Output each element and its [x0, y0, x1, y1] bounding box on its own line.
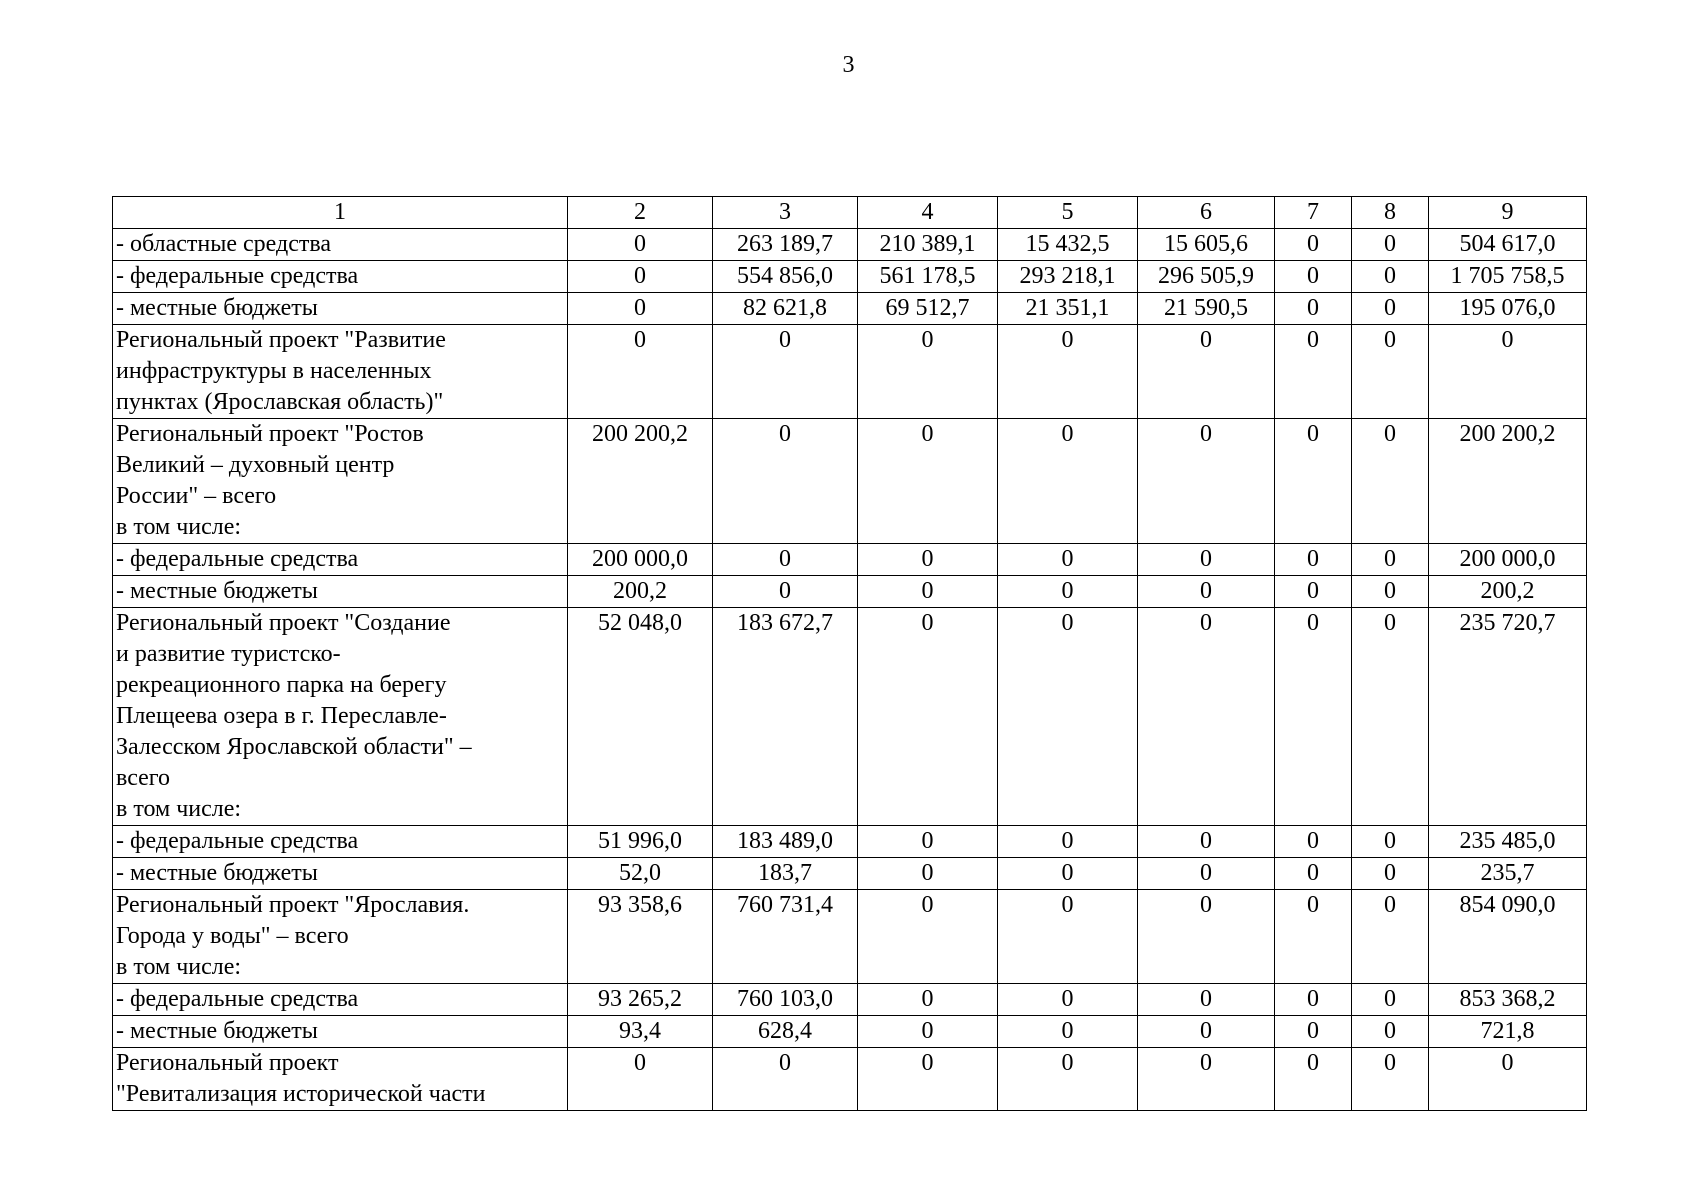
- row-label: - местные бюджеты: [113, 858, 568, 890]
- row-label: - местные бюджеты: [113, 293, 568, 325]
- value-cell: 0: [713, 544, 858, 576]
- value-cell: 0: [998, 858, 1138, 890]
- value-cell: 0: [1275, 544, 1352, 576]
- value-cell: 0: [1138, 544, 1275, 576]
- row-label: Региональный проект "Развитие инфраструктуры в населенных пунктах (Ярославская область)": [113, 325, 568, 419]
- value-cell: 0: [1138, 1048, 1275, 1111]
- value-cell: 0: [713, 576, 858, 608]
- value-cell: 1 705 758,5: [1429, 261, 1587, 293]
- header-cell: 1: [113, 197, 568, 229]
- value-cell: 760 731,4: [713, 890, 858, 984]
- row-label: Региональный проект "Ярославия. Города у воды" – всего в том числе:: [113, 890, 568, 984]
- value-cell: 51 996,0: [568, 826, 713, 858]
- row-label: Региональный проект "Создание и развитие туристско- рекреационного парка на берегу Плещеева озера в г. Переславле- Залесском Ярославской области" – всего в том числе:: [113, 608, 568, 826]
- value-cell: 200,2: [568, 576, 713, 608]
- table-row: [113, 1048, 1587, 1111]
- value-cell: 0: [1275, 984, 1352, 1016]
- value-cell: 296 505,9: [1138, 261, 1275, 293]
- value-cell: 0: [1275, 1016, 1352, 1048]
- value-cell: 854 090,0: [1429, 890, 1587, 984]
- value-cell: 760 103,0: [713, 984, 858, 1016]
- header-cell: 6: [1138, 197, 1275, 229]
- value-cell: 0: [1352, 984, 1429, 1016]
- value-cell: 0: [1352, 576, 1429, 608]
- value-cell: 235 485,0: [1429, 826, 1587, 858]
- value-cell: 853 368,2: [1429, 984, 1587, 1016]
- value-cell: 52,0: [568, 858, 713, 890]
- value-cell: 0: [1352, 1016, 1429, 1048]
- value-cell: 293 218,1: [998, 261, 1138, 293]
- row-label: - местные бюджеты: [113, 576, 568, 608]
- value-cell: 0: [1275, 890, 1352, 984]
- value-cell: 0: [1275, 261, 1352, 293]
- value-cell: 0: [858, 1048, 998, 1111]
- budget-table: [112, 196, 1587, 1111]
- value-cell: 0: [1429, 1048, 1587, 1111]
- table-row: [113, 325, 1587, 419]
- value-cell: 0: [998, 325, 1138, 419]
- value-cell: 0: [1352, 419, 1429, 544]
- value-cell: 0: [998, 419, 1138, 544]
- value-cell: 0: [998, 826, 1138, 858]
- value-cell: 21 351,1: [998, 293, 1138, 325]
- value-cell: 0: [1138, 576, 1275, 608]
- row-label: - областные средства: [113, 229, 568, 261]
- page-number: 3: [842, 52, 855, 78]
- value-cell: 0: [1352, 325, 1429, 419]
- value-cell: 0: [568, 261, 713, 293]
- value-cell: 0: [1275, 325, 1352, 419]
- value-cell: 0: [1138, 325, 1275, 419]
- table-row: [113, 608, 1587, 826]
- value-cell: 0: [1352, 1048, 1429, 1111]
- table-row: [113, 826, 1587, 858]
- table-row: [113, 1016, 1587, 1048]
- value-cell: 0: [1138, 890, 1275, 984]
- value-cell: 0: [1352, 858, 1429, 890]
- value-cell: 0: [1429, 325, 1587, 419]
- value-cell: 0: [998, 1016, 1138, 1048]
- value-cell: 721,8: [1429, 1016, 1587, 1048]
- header-cell: 9: [1429, 197, 1587, 229]
- value-cell: 561 178,5: [858, 261, 998, 293]
- value-cell: 52 048,0: [568, 608, 713, 826]
- value-cell: 210 389,1: [858, 229, 998, 261]
- value-cell: 82 621,8: [713, 293, 858, 325]
- table-row: [113, 984, 1587, 1016]
- table-row: [113, 419, 1587, 544]
- value-cell: 69 512,7: [858, 293, 998, 325]
- value-cell: 0: [1352, 229, 1429, 261]
- value-cell: 15 432,5: [998, 229, 1138, 261]
- row-label: - федеральные средства: [113, 826, 568, 858]
- value-cell: 0: [713, 419, 858, 544]
- value-cell: 200 000,0: [568, 544, 713, 576]
- value-cell: 0: [1275, 608, 1352, 826]
- value-cell: 0: [1352, 544, 1429, 576]
- value-cell: 0: [858, 826, 998, 858]
- header-cell: 3: [713, 197, 858, 229]
- value-cell: 0: [858, 576, 998, 608]
- value-cell: 504 617,0: [1429, 229, 1587, 261]
- value-cell: 0: [858, 544, 998, 576]
- value-cell: 0: [858, 984, 998, 1016]
- row-label: - местные бюджеты: [113, 1016, 568, 1048]
- table-row: [113, 293, 1587, 325]
- table-row: [113, 544, 1587, 576]
- value-cell: 183 489,0: [713, 826, 858, 858]
- value-cell: 93,4: [568, 1016, 713, 1048]
- value-cell: 0: [1275, 1048, 1352, 1111]
- value-cell: 235 720,7: [1429, 608, 1587, 826]
- value-cell: 0: [858, 608, 998, 826]
- value-cell: 0: [1275, 293, 1352, 325]
- value-cell: 0: [998, 544, 1138, 576]
- value-cell: 93 358,6: [568, 890, 713, 984]
- value-cell: 0: [1138, 858, 1275, 890]
- value-cell: 183 672,7: [713, 608, 858, 826]
- value-cell: 200 200,2: [568, 419, 713, 544]
- value-cell: 0: [998, 1048, 1138, 1111]
- value-cell: 0: [998, 608, 1138, 826]
- value-cell: 93 265,2: [568, 984, 713, 1016]
- value-cell: 0: [858, 890, 998, 984]
- value-cell: 0: [1275, 576, 1352, 608]
- value-cell: 263 189,7: [713, 229, 858, 261]
- row-label: Региональный проект "Ревитализация исторической части: [113, 1048, 568, 1111]
- header-cell: 2: [568, 197, 713, 229]
- value-cell: 0: [713, 1048, 858, 1111]
- value-cell: 195 076,0: [1429, 293, 1587, 325]
- value-cell: 183,7: [713, 858, 858, 890]
- row-label: - федеральные средства: [113, 984, 568, 1016]
- value-cell: 0: [568, 293, 713, 325]
- value-cell: 0: [1138, 826, 1275, 858]
- header-cell: 8: [1352, 197, 1429, 229]
- value-cell: 0: [1352, 261, 1429, 293]
- value-cell: 554 856,0: [713, 261, 858, 293]
- table-row: [113, 890, 1587, 984]
- row-label: - федеральные средства: [113, 544, 568, 576]
- value-cell: 0: [858, 419, 998, 544]
- value-cell: 200 000,0: [1429, 544, 1587, 576]
- value-cell: 0: [568, 325, 713, 419]
- value-cell: 0: [1138, 1016, 1275, 1048]
- header-cell: 7: [1275, 197, 1352, 229]
- value-cell: 0: [1275, 419, 1352, 544]
- value-cell: 0: [1352, 293, 1429, 325]
- value-cell: 200,2: [1429, 576, 1587, 608]
- value-cell: 0: [1138, 984, 1275, 1016]
- header-cell: 4: [858, 197, 998, 229]
- value-cell: 0: [1138, 419, 1275, 544]
- value-cell: 15 605,6: [1138, 229, 1275, 261]
- value-cell: 0: [713, 325, 858, 419]
- value-cell: 0: [998, 576, 1138, 608]
- value-cell: 0: [998, 984, 1138, 1016]
- value-cell: 0: [1138, 608, 1275, 826]
- table-header-row: [113, 197, 1587, 229]
- header-cell: 5: [998, 197, 1138, 229]
- table-row: [113, 576, 1587, 608]
- value-cell: 0: [1352, 608, 1429, 826]
- table-row: [113, 261, 1587, 293]
- value-cell: 0: [1352, 890, 1429, 984]
- table-row: [113, 858, 1587, 890]
- value-cell: 0: [1275, 858, 1352, 890]
- row-label: - федеральные средства: [113, 261, 568, 293]
- value-cell: 0: [1275, 229, 1352, 261]
- row-label: Региональный проект "Ростов Великий – духовный центр России" – всего в том числе:: [113, 419, 568, 544]
- value-cell: 0: [858, 325, 998, 419]
- value-cell: 200 200,2: [1429, 419, 1587, 544]
- value-cell: 0: [1352, 826, 1429, 858]
- value-cell: 0: [858, 858, 998, 890]
- value-cell: 235,7: [1429, 858, 1587, 890]
- value-cell: 628,4: [713, 1016, 858, 1048]
- value-cell: 0: [1275, 826, 1352, 858]
- value-cell: 0: [858, 1016, 998, 1048]
- value-cell: 0: [998, 890, 1138, 984]
- value-cell: 21 590,5: [1138, 293, 1275, 325]
- table-row: [113, 229, 1587, 261]
- value-cell: 0: [568, 1048, 713, 1111]
- value-cell: 0: [568, 229, 713, 261]
